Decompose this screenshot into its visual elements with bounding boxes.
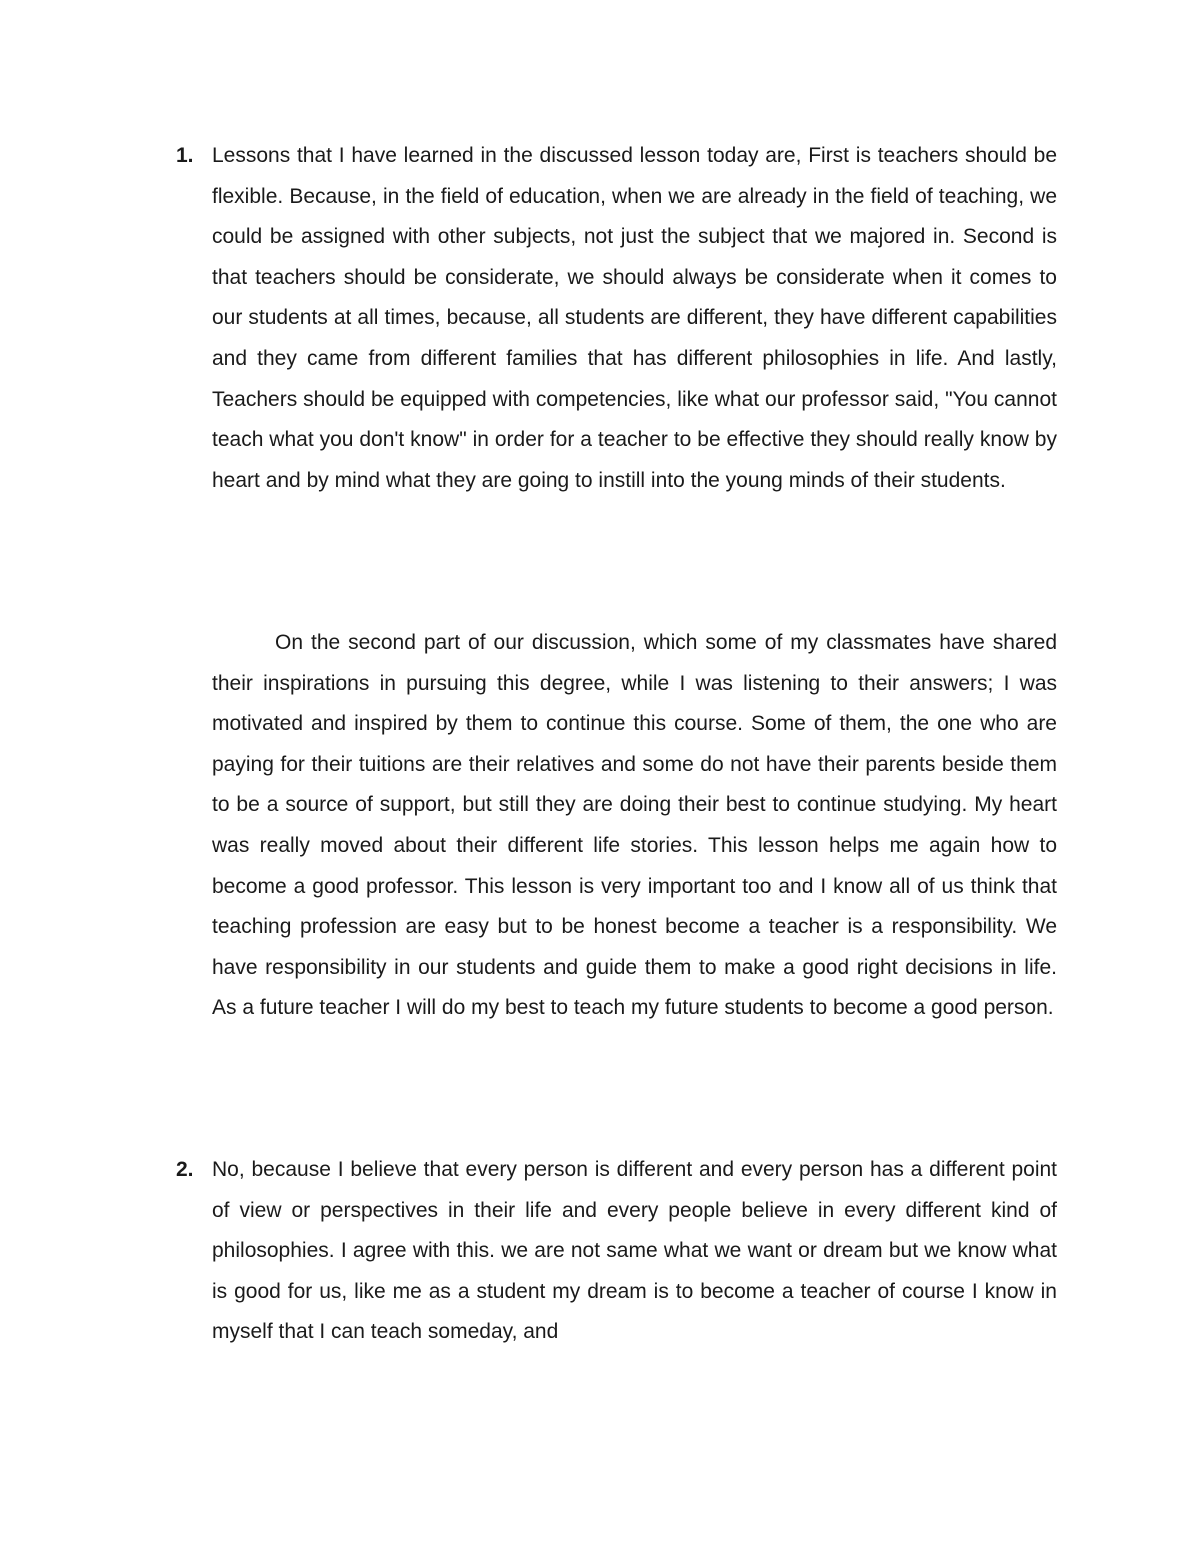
answer-item-1 — [176, 136, 1056, 501]
answer-item-2 — [176, 1150, 1056, 1353]
continuation-paragraph: On the second part of our discussion, which some of my classmates have shared their inspirations in pursuing this degree, while I was listening to their answers; I was motivated and inspired by them to continue this course. Some of them, the one who are paying for their tuitions are their relatives and some do not have their parents beside them to be a source of support, but still they are doing their best to continue studying. My heart was really moved about their different life stories. This lesson helps me again how to become a good professor. This lesson is very important too and I know all of us think that teaching profession are easy but to be honest become a teacher is a responsibility. We have responsibility in our students and guide them to make a good right decisions in life. As a future teacher I will do my best to teach my future students to become a good person. — [212, 631, 1057, 1020]
item-number: 2. — [176, 1158, 194, 1181]
continuation-block — [176, 623, 1056, 1029]
answer-paragraph: No, because I believe that every person is different and every person has a different point of view or perspectives in their life and every people believe in every different kind of philosophies. I agree with this. we are not same what we want or dream but we know what is good for us, like me as a student my dream is to become a teacher of course I know in myself that I can teach someday, and — [212, 1158, 1057, 1344]
item-number: 1. — [176, 144, 194, 167]
answer-paragraph: Lessons that I have learned in the discussed lesson today are, First is teachers should be flexible. Because, in the field of education, when we are already in the field of teaching, we could be assigned with other subjects, not just the subject that we majored in. Second is that teachers should be considerate, we should always be considerate when it comes to our students at all times, because, all students are different, they have different capabilities and they came from different families that has different philosophies in life. And lastly, Teachers should be equipped with competencies, like what our professor said, "You cannot teach what you don't know" in order for a teacher to be effective they should really know by heart and by mind what they are going to instill into the young minds of their students. — [212, 144, 1057, 492]
